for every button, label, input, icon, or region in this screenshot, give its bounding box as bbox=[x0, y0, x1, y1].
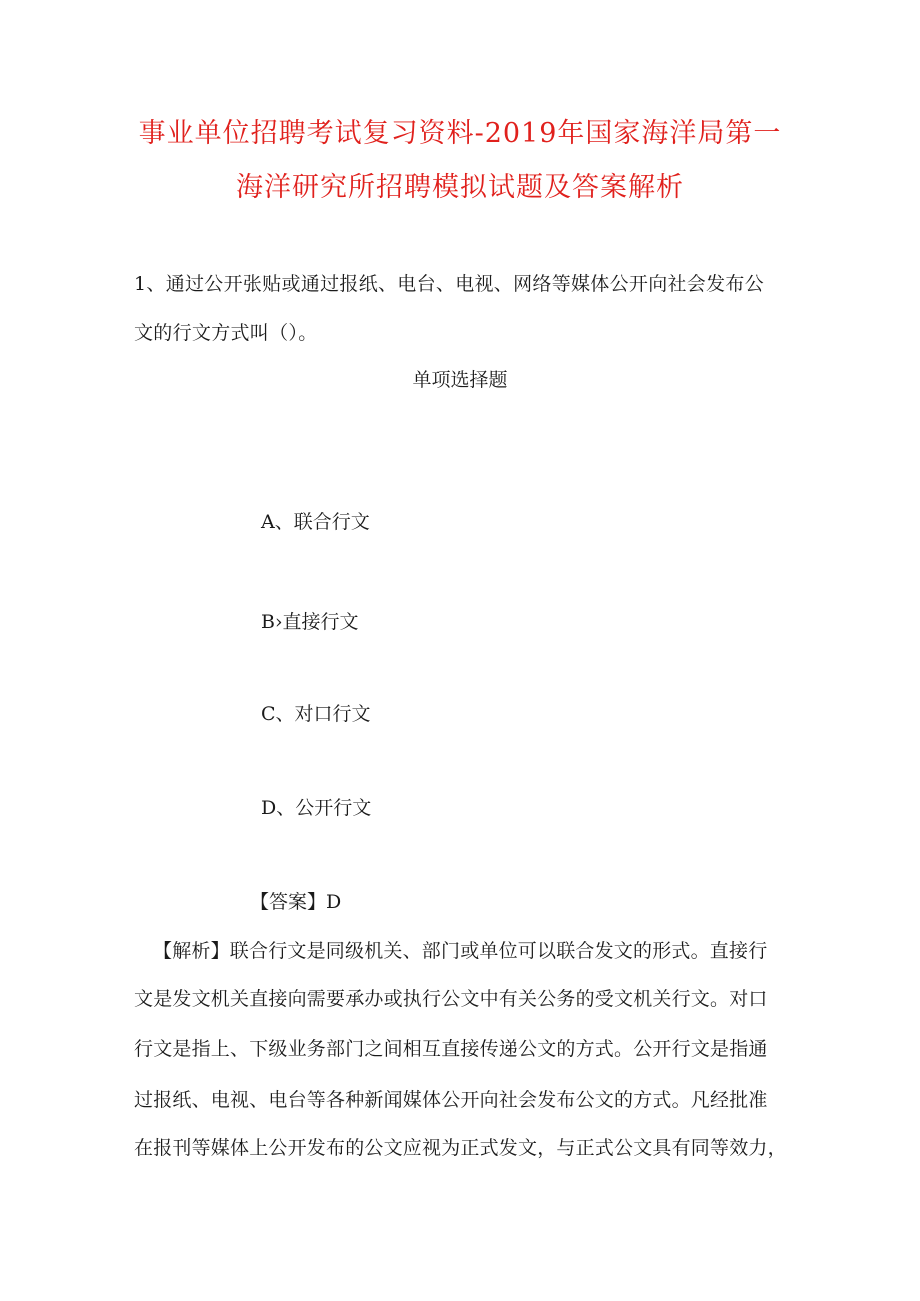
explanation-line-5: 在报刊等媒体上公开发布的公文应视为正式发文，与正式公文具有同等效力， bbox=[134, 1137, 787, 1159]
question-type: 单项选择题 bbox=[412, 369, 508, 391]
document-title-line-1: 事业单位招聘考试复习资料-2019年国家海洋局第一 bbox=[138, 118, 782, 149]
option-d: D、公开行文 bbox=[261, 797, 372, 819]
option-c: C、对口行文 bbox=[261, 703, 371, 725]
explanation-line-1: 【解析】联合行文是同级机关、部门或单位可以联合发文的形式。直接行 bbox=[153, 940, 768, 962]
question-text-line-1: 1、通过公开张贴或通过报纸、电台、电视、网络等媒体公开向社会发布公 bbox=[134, 273, 764, 295]
explanation-line-3: 行文是指上、下级业务部门之间相互直接传递公文的方式。公开行文是指通 bbox=[134, 1038, 768, 1060]
explanation-line-4: 过报纸、电视、电台等各种新闻媒体公开向社会发布公文的方式。凡经批准 bbox=[134, 1089, 768, 1111]
option-b: B›直接行文 bbox=[261, 611, 359, 633]
document-title-line-2: 海洋研究所招聘模拟试题及答案解析 bbox=[236, 172, 684, 203]
question-text-line-2: 文的行文方式叫（）。 bbox=[134, 322, 318, 344]
answer: 【答案】D bbox=[250, 891, 342, 913]
explanation-line-2: 文是发文机关直接向需要承办或执行公文中有关公务的受文机关行文。对口 bbox=[134, 988, 768, 1010]
option-a: A、联合行文 bbox=[261, 511, 370, 533]
